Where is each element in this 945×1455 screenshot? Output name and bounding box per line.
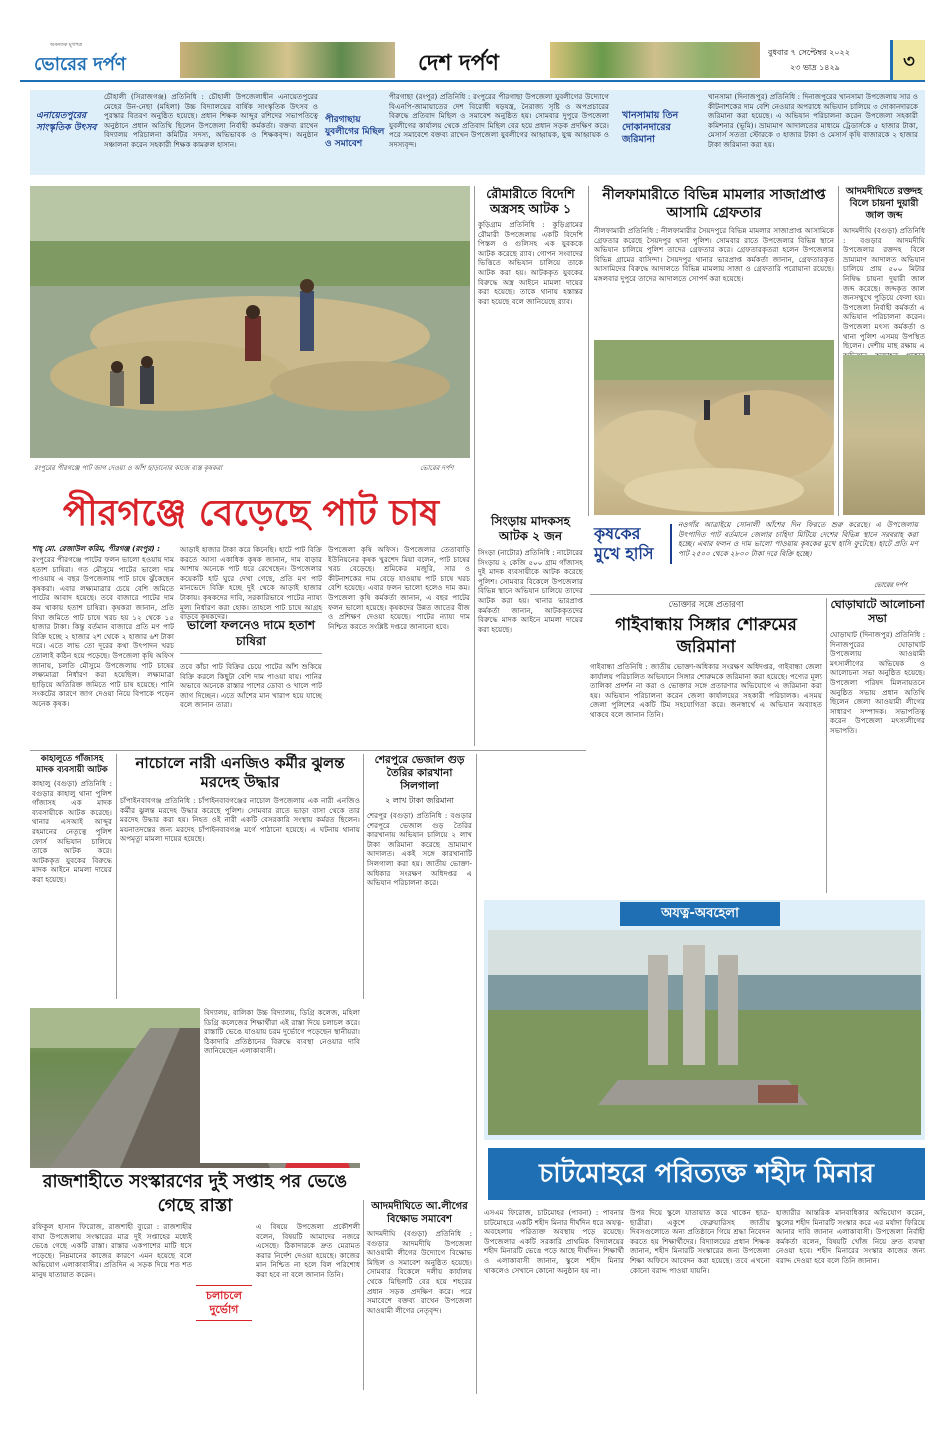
top-article-2-body: পীরগাছা (রংপুর) প্রতিনিধি : রংপুরের পীরগাছা উপজেলা যুবলীগের উদ্যোগে বিএনপি-জামায়াতের দেশ বিরোধী ষড়যন্ত্র, নৈরাজ্য সৃষ্টি ও অপপ্রচারের বিরুদ্ধে প্রতিবাদ মিছিল ও সমাবেশ অনুষ্ঠিত হয়। সোমবার দুপুরে উপজেলা যুবলীগের কার্যালয় থেকে প্রতিবাদ মিছিল বের হয়ে প্রধান সড়ক প্রদক্ষিণ করে। পরে সমাবেশে বক্তব্য রাখেন উপজেলা যুবলীগের আহ্বায়ক, যুগ্ম আহ্বায়ক ও সদস্যবৃন্দ। [389, 92, 609, 149]
rajshahi-kicker: চলাচলে দুর্ভোগ [196, 1285, 252, 1321]
nachole-body: চাঁপাইনবাবগঞ্জ প্রতিনিধি : চাঁপাইনবাবগঞ্জের নাচোল উপজেলায় এক নারী এনজিও কর্মীর ঝুলন্ত মরদেহ উদ্ধার করেছে পুলিশ। সোমবার রাতে ভাড়া বাসা থেকে তার মরদেহ উদ্ধার করা হয়। নিহত ওই নারী একটি বেসরকারি সংস্থায় কর্মরত ছিলেন। ময়নাতদন্তের জন্য মরদেহ চাঁপাইনবাবগঞ্জ মর্গে পাঠানো হয়েছে। এ ঘটনায় থানায় অপমৃত্যু মামলা দায়ের হয়েছে। [120, 796, 360, 844]
date-line-1: বুধবার ৭ সেপ্টেম্বর ২০২২ [768, 48, 850, 57]
rajshahi-photo-text: বিদ্যালয়, বালিকা উচ্চ বিদ্যালয়, ডিগ্রি কলেজ, মহিলা ডিগ্রি কলেজের শিক্ষার্থীরা এই রাস্তা দিয়ে চলাচল করে। রাস্তাটি ভেঙে যাওয়ায় চরম দুর্ভোগে পড়েছেন স্থানীয়রা। ঠিকাদারি প্রতিষ্ঠানের বিরুদ্ধে ব্যবস্থা নেওয়ার দাবি জানিয়েছেন এলাকাবাসী। [200, 1008, 360, 1163]
nilphamari-article [594, 186, 834, 336]
krishoker-box [594, 520, 925, 590]
nilphamari-body: নীলফামারী প্রতিনিধি : নীলফামারীর সৈয়দপুরে বিভিন্ন মামলার সাজাপ্রাপ্ত আসামিকে গ্রেফতার করেছে সৈয়দপুর থানা পুলিশ। সোমবার রাতে উপজেলার বিভিন্ন স্থানে অভিযান চালিয়ে পুলিশ তাদের গ্রেফতার করে। গ্রেফতারকৃতরা হলেন উপজেলার বিভিন্ন গ্রামের বাসিন্দা। সৈয়দপুর থানার ভারপ্রাপ্ত কর্মকর্তা জানান, গ্রেফতারকৃত আসামিদের বিরুদ্ধে আদালতে বিভিন্ন মামলায় সাজা ও গ্রেফতারি পরোয়ানা রয়েছে। মঙ্গলবার দুপুরে তাদের আদালতে সোপর্দ করা হয়েছে। [594, 226, 834, 283]
lead-photo-credit: ভোরের দর্পণ [420, 464, 454, 472]
singra-body: সিংড়া (নাটোর) প্রতিনিধি : নাটোরের সিংড়ায় ২ কেজি ৫০০ গ্রাম গাঁজাসহ দুই মাদক ব্যবসায়ীকে আটক করেছে পুলিশ। সোমবার বিকেলে উপজেলার বিভিন্ন স্থানে অভিযান চালিয়ে তাদের আটক করা হয়। থানার ভারপ্রাপ্ত কর্মকর্তা জানান, আটককৃতদের বিরুদ্ধে মাদক আইনে মামলা দায়ের করা হয়েছে। [478, 548, 583, 634]
lead-photo-caption: রংপুরের পীরগঞ্জে পাট জাগ দেওয়া ও আঁশ ছাড়ানোর কাজে ব্যস্ত কৃষকরা [34, 464, 223, 472]
ghoraghat-title: ঘোড়াঘাটে আলোচনা সভা [830, 598, 925, 625]
divider-gaibandha-top [590, 594, 925, 595]
top-article-1 [30, 92, 320, 174]
rajshahi-body-col1: রফিকুল হাসান ফিরোজ, রাজশাহী ব্যুরো : রাজশাহীর বাঘা উপজেলায় সংস্কারের মাত্র দুই সপ্তাহের মধ্যেই ভেঙে গেছে একটি রাস্তা। রাস্তার একপাশের মাটি ধসে পড়েছে। নিম্নমানের কাজের কারণে এমন হয়েছে বলে অভিযোগ এলাকাবাসীর। প্রতিদিন এ সড়ক দিয়ে শত শত মানুষ যাতায়াত করেন। [32, 1222, 192, 1279]
shaheed-minar-scene [488, 930, 921, 1135]
jute-market-photo [594, 340, 834, 515]
divider-nachole [116, 754, 117, 999]
sherpur-title: শেরপুরে ভেজাল গুড় তৈরির কারখানা সিলগালা [374, 754, 465, 792]
jute-market-scene [594, 340, 834, 515]
krishoker-credit: ভোরের দর্পণ [874, 581, 907, 589]
nachole-article [120, 754, 360, 999]
top-article-3 [616, 92, 921, 174]
krishoker-caption: নওগাঁর আত্রাইয়ে সোনালী আঁশের দিন ফিরতে শুরু করেছে। এ উপজেলায় উৎপাদিত পাট বর্তমানে জেলার চাহিদা মিটিয়ে দেশের বিভিন্ন স্থানে সরবরাহ করা হচ্ছে। এবার ফলন ও দাম ভালো পাওয়ায় কৃষকের মুখে হাসি ফুটেছে। হাটে প্রতি মণ পাট ২৫০০ থেকে ২৮০০ টাকা দরে বিক্রি হচ্ছে। [678, 520, 918, 558]
gaibandha-title: গাইবান্ধায় সিঙ্গার শোরুমের জরিমানা [615, 615, 797, 657]
divider-mid-row [30, 750, 586, 751]
sherpur-body: শেরপুর (বগুড়া) প্রতিনিধি : বগুড়ার শেরপুরে ভেজাল গুড় তৈরির কারখানায় অভিযান চালিয়ে ২ লাখ টাকা জরিমানা করেছে ভ্রাম্যমাণ আদালত। একই সঙ্গে কারখানাটি সিলগালা করা হয়। জাতীয় ভোক্তা-অধিকার সংরক্ষণ অধিদপ্তর এ অভিযান পরিচালনা করে। [367, 811, 472, 888]
kahalu-title: কাহালুতে গাঁজাসহ মাদক ব্যবসায়ী আটক [36, 754, 108, 775]
singra-title: সিংড়ায় মাদকসহ আটক ২ জন [491, 514, 570, 543]
ghoraghat-body: ঘোড়াঘাট (দিনাজপুর) প্রতিনিধি : দিনাজপুরের ঘোড়াঘাট উপজেলায় আওয়ামী মৎস্যলীগের অভিষেক ও আলোচনা সভা অনুষ্ঠিত হয়েছে। উপজেলা পরিষদ মিলনায়তনে অনুষ্ঠিত সভায় প্রধান অতিথি ছিলেন জেলা আওয়ামী লীগের সাধারণ সম্পাদক। সভাপতিত্ব করেন উপজেলা মৎস্যলীগের সভাপতি। [830, 630, 925, 735]
gaibandha-kicker: ভোক্তার সঙ্গে প্রতারণা [668, 600, 744, 610]
ojotno-body-col3: হাজারীর আন্তরিক মানবাধিকার অভিযোগ করেন, স্কুলের শহীদ মিনারটি সংস্কার করে এর মর্যাদা ফিরিয়ে আনার দাবি জানান এলাকাবাসী। উপজেলা নির্বাহী কর্মকর্তা বলেন, বিষয়টি খোঁজ নিয়ে দ্রুত ব্যবস্থা নেওয়া হবে। শহীদ মিনারের সংস্কার কাজের জন্য বরাদ্দ দেওয়া হবে বলে তিনি জানান। [776, 1208, 925, 1265]
top-article-1-body: চৌহালী (সিরাজগঞ্জ) প্রতিনিধি : চৌহালী উপজেলাধীন এনায়েতপুরের মেহের উন-নেছা (মহিলা) উচ্চ বিদ্যালয়ের বার্ষিক সাংস্কৃতিক উৎসব ও পুরস্কার বিতরণ অনুষ্ঠিত হয়েছে। প্রধান শিক্ষক আব্দুর রশিদের সভাপতিত্বে অনুষ্ঠানে প্রধান অতিথি ছিলেন উপজেলা নির্বাহী কর্মকর্তা। বক্তব্য রাখেন বিদ্যালয় পরিচালনা কমিটির সদস্য, অভিভাবক ও শিক্ষকবৃন্দ। অনুষ্ঠান সঞ্চালনা করেন সহকারী শিক্ষক কামরুল হাসান। [104, 92, 318, 149]
ojotno-body-col2: উপর দিয়ে স্কুলে যাতায়াত করে থাকেন ছাত্র-ছাত্রীরা। একুশে ফেব্রুয়ারিসহ জাতীয় দিবসগুলোতে অন্য প্রতিষ্ঠানে গিয়ে শ্রদ্ধা নিবেদন করতে হয় শিক্ষার্থীদের। বিদ্যালয়ের প্রধান শিক্ষক জানান, শহীদ মিনারটি সংস্কারের জন্য উপজেলা শিক্ষা অফিসে আবেদন করা হয়েছে। তবে এখনো কোনো বরাদ্দ পাওয়া যায়নি। [630, 1208, 770, 1275]
divider-adamdighi [838, 186, 839, 516]
sherpur-subtitle: ২ লাখ টাকা জরিমানা [385, 796, 454, 805]
masthead [20, 40, 925, 82]
masthead-photo-strip-right [550, 42, 760, 78]
ojotno-body-col1: এসএম ফিরোজ, চাটমোহর (পাবনা) : পাবনার চাটমোহরে একটি শহীদ মিনার দীর্ঘদিন ধরে অযত্ন-অবহেলায় পরিত্যক্ত অবস্থায় পড়ে রয়েছে। উপজেলার একটি সরকারি প্রাথমিক বিদ্যালয়ের শহীদ মিনারটি ভেঙে পড়ে আছে দীর্ঘদিন। শিক্ষার্থী ও এলাকাবাসী জানান, স্কুলে শহীদ মিনার থাকলেও সেখানে কোনো অনুষ্ঠান হয় না। [484, 1208, 624, 1275]
lead-headline: পীরগঞ্জে বেড়েছে পাট চাষ [62, 493, 440, 534]
roumari-body: কুড়িগ্রাম প্রতিনিধি : কুড়িগ্রামের রৌমারী উপজেলায় একটি বিদেশি পিস্তল ও গুলিসহ এক যুবককে আটক করেছে র‌্যাব। গোপন সংবাদের ভিত্তিতে অভিযান চালিয়ে তাকে আটক করা হয়। আটককৃত যুবকের বিরুদ্ধে অস্ত্র আইনে মামলা দায়ের করা হয়েছে। তাকে থানায় হস্তান্তর করা হয়েছে বলে জানিয়েছে র‌্যাব। [478, 220, 583, 306]
ojotno-label: অযত্ন-অবহেলা [620, 902, 780, 926]
kahalu-article [32, 754, 112, 999]
top-article-2-title: পীরগাছায় যুবলীগের মিছিল ও সমাবেশ [325, 115, 385, 149]
lead-photo [30, 186, 470, 458]
page-number [890, 40, 925, 80]
lead-body-col2: আড়াই হাজার টাকা করে কিনেছি। হাটে পাট বিক্রি করতে আসা একাধিক কৃষক জানান, দাম বাড়ার আশায় অনেকে পাট ধরে রেখেছেন। উপজেলার কয়েকটি হাট ঘুরে দেখা গেছে, প্রতি মণ পাট মানভেদে বিক্রি হচ্ছে দুই থেকে আড়াই হাজার টাকায়। কৃষকদের দাবি, সরকারিভাবে পাটের ন্যায্য মূল্য নির্ধারণ করা হোক। তাহলে পাট চাষে আগ্রহ বাড়বে কৃষকদের। [180, 545, 322, 622]
gaibandha-body: গাইবান্ধা প্রতিনিধি : জাতীয় ভোক্তা-অধিকার সংরক্ষণ অধিদপ্তর, গাইবান্ধা জেলা কার্যালয় পরিচালিত অভিযানে সিঙ্গার শোরুমকে জরিমানা করা হয়েছে। পণ্যের মূল্য তালিকা প্রদর্শন না করা ও ভোক্তার সঙ্গে প্রতারণার অভিযোগে এ জরিমানা করা হয়। অভিযান পরিচালনা করেন জেলা কার্যালয়ের সহকারী পরিচালক। এসময় জেলা পুলিশের একটি টিম সহযোগিতা করে। জনস্বার্থে এ অভিযান অব্যাহত থাকবে বলে জানান তিনি। [590, 662, 822, 719]
logo-tagline: অবনতক মুখপত্র [50, 42, 83, 48]
ojotno-title: চাটমোহরে পরিত্যক্ত শহীদ মিনার [488, 1148, 925, 1200]
top-article-3-body: খানসামা (দিনাজপুর) প্রতিনিধি : দিনাজপুরের খানসামা উপজেলায় সার ও কীটনাশকের দাম বেশি নেওয়ার অপরাধে অভিযান চালিয়ে ৩ দোকানদারকে জরিমানা করা হয়েছে। এ অভিযান পরিচালনা করেন উপজেলা সহকারী কমিশনার (ভূমি)। ভ্রাম্যমাণ আদালতের মাধ্যমে ট্রেডার্সকে ৫ হাজার টাকা, মেসার্স সততা স্টোরকে ৩ হাজার টাকা ও মেসার্স কৃষি বাজারকে ২ হাজার টাকা জরিমানা করা হয়। [708, 92, 918, 149]
logo-text: ভোরের দর্পণ [34, 54, 126, 75]
nilphamari-title: নীলফামারীতে বিভিন্ন মামলার সাজাপ্রাপ্ত আসামি গ্রেফতার [602, 187, 826, 221]
gaibandha-article [590, 598, 822, 798]
masthead-logo [34, 44, 174, 78]
lead-body-col1: রংপুরের পীরগঞ্জে পাটের ফলন ভালো হওয়ায় দাম হতাশ চাষিরা। গত মৌসুমে পাটের ভালো দাম পাওয়ায় এ বছর উপজেলায় পাট চাষে ঝুঁকেছেন কৃষকরা। এবার লক্ষ্যমাত্রার চেয়ে বেশি জমিতে পাটের আবাদ হয়েছে। তবে বাজারে পাটের দাম কম থাকায় হতাশ চাষিরা। কৃষকরা জানান, প্রতি বিঘা জমিতে পাট চাষে খরচ হয় ১২ থেকে ১৫ হাজার টাকা। কিন্তু বর্তমান বাজারে প্রতি মণ পাট বিক্রি হচ্ছে ২ হাজার ২শ থেকে ২ হাজার ৬শ টাকা দরে। এতে লাভ তো দূরের কথা উৎপাদন খরচ তোলাই কঠিন হয়ে পড়েছে। উপজেলা কৃষি অফিস জানায়, চলতি মৌসুমে উপজেলায় পাট চাষের লক্ষ্যমাত্রা নির্ধারণ করা হয়েছিল। লক্ষ্যমাত্রা ছাড়িয়ে অতিরিক্ত জমিতে পাট চাষ হয়েছে। পানি সংকটের কারণে জাগ দেওয়া নিয়ে বিপাকে পড়েন অনেক কৃষক। [32, 555, 174, 708]
divider-nilphamari [588, 186, 589, 516]
masthead-photo-strip-left [180, 42, 395, 78]
divider-ghoraghat [826, 598, 827, 893]
sherpur-article [367, 754, 472, 1194]
rajshahi-title: রাজশাহীতে সংস্কারণের দুই সপ্তাহ পর ভেঙে গেছে রাস্তা [42, 1172, 348, 1216]
top-article-2 [325, 92, 610, 174]
divider-roumari [474, 186, 475, 746]
lead-photo-scene [30, 186, 470, 458]
divider-adamdighi-awami [363, 1200, 364, 1390]
top-article-1-title: এনায়েতপুরের সাংস্কৃতিক উৎসব [36, 111, 97, 133]
divider-right-mid [476, 754, 477, 1394]
rajshahi-body-col2: এ বিষয়ে উপজেলা প্রকৌশলী বলেন, বিষয়টি আমাদের নজরে এসেছে। ঠিকাদারকে দ্রুত মেরামত করার নির্দেশ দেওয়া হয়েছে। কাজের মান নিশ্চিত না হলে বিল পরিশোধ করা হবে না বলে জানান তিনি। [256, 1222, 360, 1279]
divider-sherpur [363, 754, 364, 999]
ghoraghat-article [830, 598, 925, 893]
roumari-title: রৌমারীতে বিদেশি অস্ত্রসহ আটক ১ [486, 186, 575, 216]
adamdighi-body: আদমদীঘি (বগুড়া) প্রতিনিধি : বগুড়ার আদমদীঘি উপজেলার রক্তদহ বিলে ভ্রাম্যমাণ আদালত অভিযান চালিয়ে প্রায় ৫০০ মিটার নিষিদ্ধ চায়না দুয়ারী জাল জব্দ করেছে। জব্দকৃত জাল জনসম্মুখে পুড়িয়ে ফেলা হয়। উপজেলা নির্বাহী কর্মকর্তা এ অভিযান পরিচালনা করেন। উপজেলা মৎস্য কর্মকর্তা ও থানা পুলিশ এসময় উপস্থিত ছিলেন। দেশীয় মাছ রক্ষায় এ [843, 226, 925, 351]
adamdighi-awami-body: আদমদীঘি (বগুড়া) প্রতিনিধি : বগুড়ার আদমদীঘি উপজেলা আওয়ামী লীগের উদ্যোগে বিক্ষোভ মিছিল ও সমাবেশ অনুষ্ঠিত হয়েছে। সোমবার বিকেলে দলীয় কার্যালয় থেকে মিছিলটি বের হয়ে শহরের প্রধান সড়ক প্রদক্ষিণ করে। পরে সমাবেশে বক্তব্য রাখেন উপজেলা আওয়ামী লীগের নেতৃবৃন্দ। [367, 1229, 472, 1315]
nachole-title: নাচোলে নারী এনজিও কর্মীর ঝুলন্ত মরদেহ উদ্ধার [135, 754, 345, 791]
lead-body-col2b: তবে কাঁচা পাট বিক্রির চেয়ে পাটের আঁশ শুকিয়ে বিক্রি করলে কিছুটা বেশি দাম পাওয়া যায়। পানির অভাবে অনেকে রাস্তার পাশের ডোবা ও খালে পাট জাগ দিচ্ছেন। এতে আঁশের মান খারাপ হয়ে যাচ্ছে বলে জানান তারা। [180, 662, 322, 710]
adamdighi-awami-article [367, 1200, 472, 1390]
kahalu-body: কাহালু (বগুড়া) প্রতিনিধি : বগুড়ার কাহালু থানা পুলিশ গাঁজাসহ এক মাদক ব্যবসায়ীকে আটক করেছে। থানার এসআই আব্দুর রহমানের নেতৃত্বে পুলিশ ফোর্স অভিযান চালিয়ে তাকে আটক করে। আটককৃত যুবকের বিরুদ্ধে মাদক আইনে মামলা দায়ের করা হয়েছে। [32, 779, 112, 884]
roumari-article [478, 186, 583, 496]
page-number-text: ৩ [903, 51, 915, 72]
date-line-2: ২৩ ভাদ্র ১৪২৯ [790, 63, 840, 72]
section-title: দেশ দর্পণ [418, 51, 499, 76]
adamdighi-title: আদমদীঘিতে রক্তদহ বিলে চায়না দুয়ারী জাল জব্দ [845, 186, 923, 221]
top-article-3-title: খানসামায় তিন দোকানদারের জরিমানা [622, 110, 679, 145]
singra-article [478, 514, 583, 746]
adamdighi-awami-title: আদমদীঘিতে আ.লীগের বিক্ষোভ সমাবেশ [371, 1201, 468, 1225]
adamdighi-photo [843, 355, 925, 515]
lead-body-col3: উপজেলা কৃষি অফিস। উপজেলার তেতাবাড়ি ইউনিয়নের কৃষক খুরশেদ মিয়া বলেন, পাট চাষের খরচ বেড়েছে। শ্রমিকের মজুরি, সার ও কীটনাশকের দাম বেড়ে যাওয়ায় পাট চাষে খরচ বেশি হয়েছে। এবার ফলন ভালো হলেও দাম কম। উপজেলা কৃষি কর্মকর্তা জানান, এ বছর পাটের ফলন ভালো হয়েছে। কৃষকদের উন্নত জাতের বীজ ও প্রশিক্ষণ দেওয়া হয়েছে। পাটের ন্যায্য দাম নিশ্চিত করতে সংশ্লিষ্ট দপ্তরে জানানো হবে। [328, 545, 470, 631]
lead-byline: শাহ্ মো. রেজাউল করিম, পীরগঞ্জ (রংপুর) : [32, 544, 161, 553]
shaheed-minar-photo [488, 930, 921, 1135]
krishoker-title: কৃষকের মুখে হাসি [594, 524, 672, 564]
lead-kicker: ভালো ফলনেও দামে হতাশ চাষিরা [180, 612, 322, 654]
